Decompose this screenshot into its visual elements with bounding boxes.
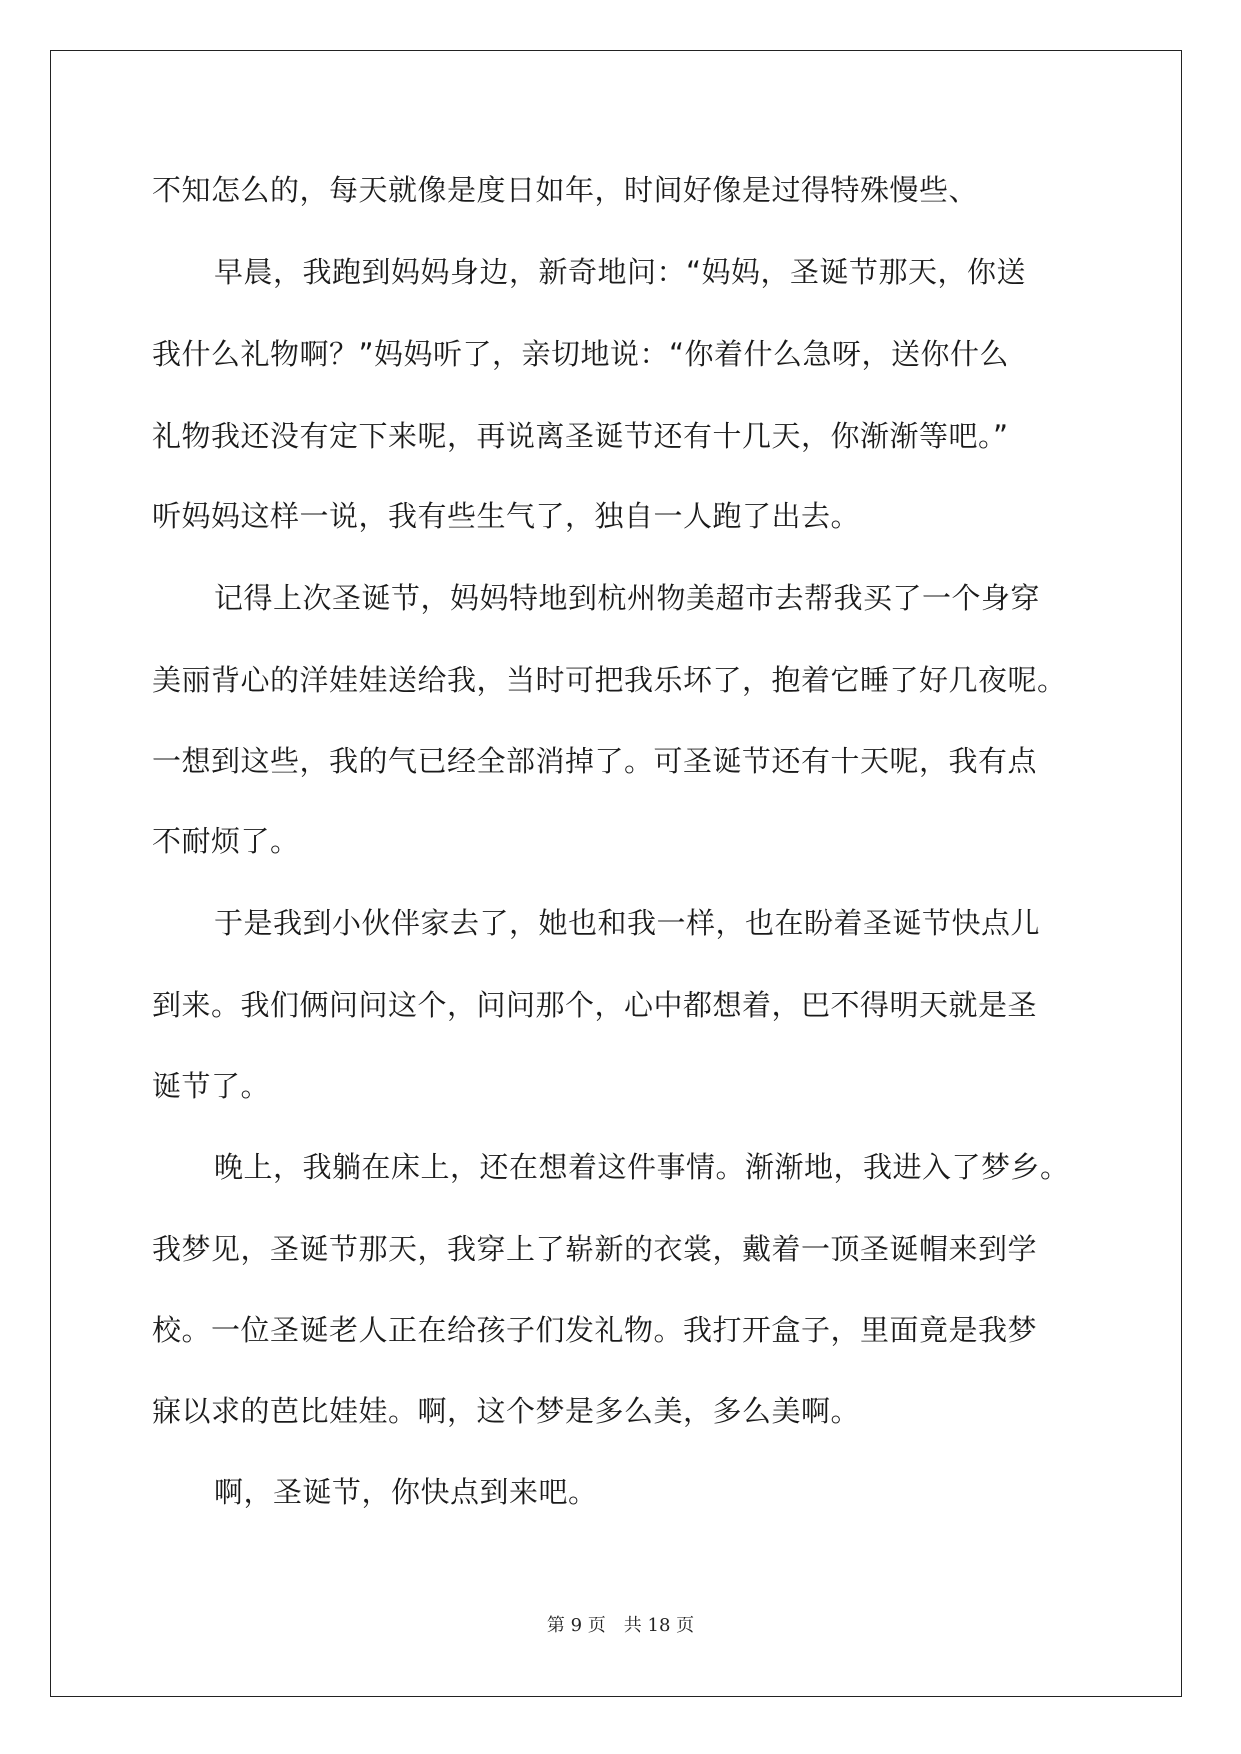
text-line: 美丽背心的洋娃娃送给我，当时可把我乐坏了，抱着它睡了好几夜呢。 [152, 663, 1067, 697]
text-line: 一想到这些，我的气已经全部消掉了。可圣诞节还有十天呢，我有点 [152, 744, 1038, 778]
text-line: 记得上次圣诞节，妈妈特地到杭州物美超市去帮我买了一个身穿 [214, 581, 1041, 615]
text-line: 听妈妈这样一说，我有些生气了，独自一人跑了出去。 [152, 499, 861, 533]
text-line: 校。一位圣诞老人正在给孩子们发礼物。我打开盒子，里面竟是我梦 [152, 1313, 1038, 1347]
text-line: 我梦见，圣诞节那天，我穿上了崭新的衣裳，戴着一顶圣诞帽来到学 [152, 1232, 1038, 1266]
text-line: 晚上，我躺在床上，还在想着这件事情。渐渐地，我进入了梦乡。 [214, 1150, 1070, 1184]
text-line: 诞节了。 [152, 1069, 271, 1103]
text-line: 我什么礼物啊？”妈妈听了，亲切地说：“你着什么急呀，送你什么 [152, 337, 1010, 371]
text-line: 于是我到小伙伴家去了，她也和我一样，也在盼着圣诞节快点儿 [214, 906, 1041, 940]
text-line: 不耐烦了。 [152, 824, 300, 858]
text-line: 不知怎么的，每天就像是度日如年，时间好像是过得特殊慢些、 [152, 173, 979, 207]
text-line: 寐以求的芭比娃娃。啊，这个梦是多么美，多么美啊。 [152, 1394, 861, 1428]
text-line: 到来。我们俩问问这个，问问那个，心中都想着，巴不得明天就是圣 [152, 988, 1038, 1022]
text-line: 礼物我还没有定下来呢，再说离圣诞节还有十几天，你渐渐等吧。” [152, 419, 1009, 453]
page-number-footer: 第 9 页 共 18 页 [546, 1615, 695, 1636]
page-border [50, 50, 1182, 1697]
text-line: 早晨，我跑到妈妈身边，新奇地问：“妈妈，圣诞节那天，你送 [214, 255, 1027, 289]
text-line: 啊，圣诞节，你快点到来吧。 [214, 1475, 598, 1509]
